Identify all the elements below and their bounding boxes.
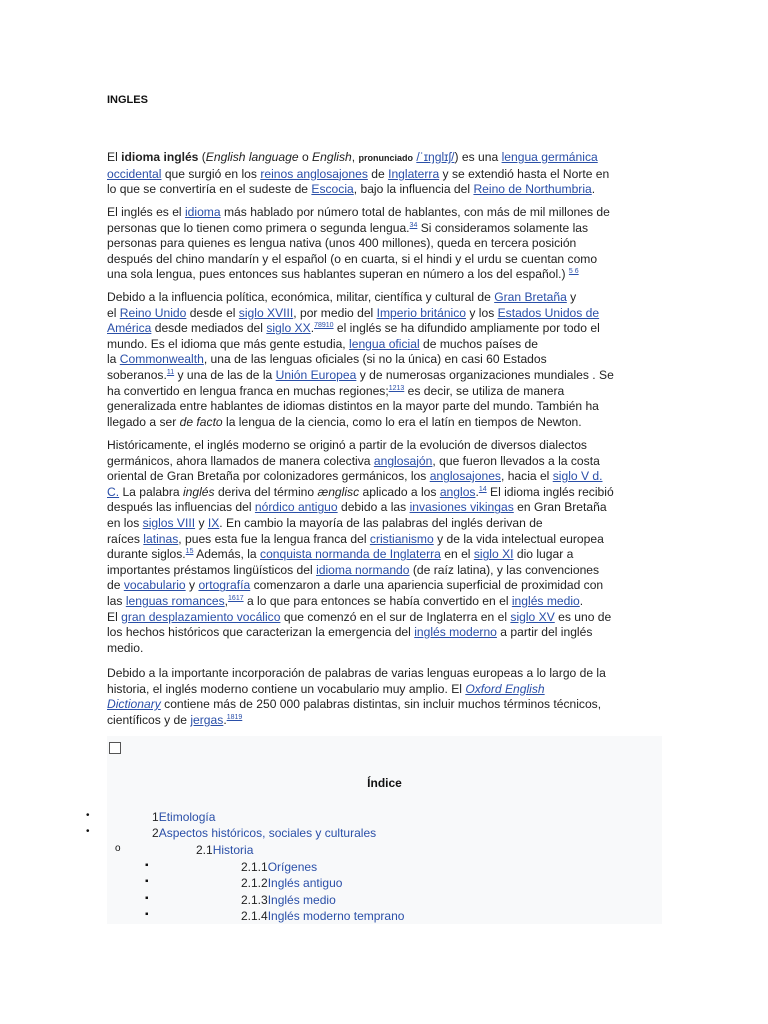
text-run: contiene más de 250 000 palabras distintas, sin incluir muchos términos técnicos,: [160, 697, 602, 712]
paragraph-vocabulary: [107, 666, 655, 728]
italic-term: English: [312, 150, 352, 164]
text-line: [107, 713, 655, 729]
italic-term: de facto: [179, 414, 223, 429]
toc-item[interactable]: [152, 826, 376, 840]
reference-superscript[interactable]: 1213: [388, 384, 405, 392]
text-run: de: [367, 166, 389, 181]
article-link[interactable]: América: [107, 321, 152, 336]
article-link[interactable]: gran desplazamiento vocálico: [121, 609, 281, 624]
article-link[interactable]: idioma normando: [316, 562, 410, 577]
text-run: después del chino mandarín y el español (o en cuarta, si el hindi y el urdu se cuentan como: [107, 251, 598, 266]
text-run: , pues esta fue la lengua franca del: [178, 531, 370, 546]
toc-item-label: Aspectos históricos, sociales y culturales: [158, 826, 377, 840]
text-run: a lo que para entonces se había convertido en el: [243, 593, 512, 608]
text-run: .: [223, 712, 227, 727]
toc-title: Índice: [367, 776, 402, 790]
text-line: [107, 399, 655, 415]
text-line: [107, 625, 655, 641]
article-link[interactable]: IX: [207, 515, 220, 530]
text-run: científicos y de: [107, 712, 191, 727]
text-line: [107, 415, 655, 431]
text-run: importantes préstamos lingüísticos del: [107, 562, 317, 577]
reference-superscript[interactable]: 78910: [314, 322, 334, 330]
text-run: y se extendió hasta el Norte en: [439, 166, 610, 181]
article-link[interactable]: Imperio británico: [376, 305, 467, 320]
article-link[interactable]: ortografía: [198, 578, 251, 593]
toc-bullet: ▪: [145, 860, 149, 871]
text-line: [107, 697, 655, 713]
article-link[interactable]: conquista normanda de Inglaterra: [260, 547, 441, 562]
text-line: [107, 578, 655, 594]
article-link[interactable]: Reino de Northumbria: [473, 182, 592, 197]
text-run: .: [591, 182, 596, 197]
toc-item[interactable]: [241, 893, 336, 907]
text-run: y: [195, 515, 208, 530]
text-run: después las influencias del: [107, 500, 255, 515]
text-run: Debido a la importante incorporación de palabras de varias lenguas europeas a lo largo de la: [107, 666, 606, 680]
text-run: y: [566, 290, 577, 304]
text-run: Si consideramos solamente las: [417, 220, 589, 235]
article-link[interactable]: Escocia: [311, 182, 354, 197]
text-run: los hechos históricos que caracterizan la emergencia del: [107, 625, 415, 640]
toc-item-number: 2.1: [196, 843, 213, 857]
text-run: ,: [351, 150, 359, 164]
text-line: [107, 641, 655, 657]
text-line: [107, 182, 655, 198]
text-run: durante siglos.: [107, 547, 186, 562]
toc-item-label: Historia: [212, 843, 254, 857]
reference-superscript[interactable]: 1819: [226, 713, 243, 721]
text-line: [107, 352, 655, 368]
text-run: (de raíz latina), y las convenciones: [409, 562, 600, 577]
paragraph-intro: [107, 150, 655, 198]
text-line: [107, 454, 655, 470]
toc-bullet: ▪: [145, 876, 149, 887]
text-run: lo que se convertiría en el sudeste de: [107, 182, 312, 197]
text-run: la lengua de la ciencia, como lo era el latín en tiempos de Newton.: [222, 414, 582, 429]
toc-item[interactable]: [241, 860, 317, 874]
text-line: [107, 150, 655, 167]
text-run: mundo. Es el idioma que más gente estudia,: [107, 336, 350, 351]
text-run: comenzaron a darle una apariencia superficial de proximidad con: [250, 578, 604, 593]
text-line: [107, 368, 655, 384]
text-line: [107, 485, 655, 501]
article-link[interactable]: anglosajones: [429, 469, 501, 484]
reference-superscript[interactable]: 34: [409, 221, 418, 229]
article-link[interactable]: siglo XX: [266, 321, 311, 336]
text-run: generalizada entre hablantes de idiomas distintos en la mayor parte del mundo. También ha: [107, 399, 599, 414]
text-run: más hablado por número total de hablantes, con más de mil millones de: [220, 205, 610, 219]
text-run: en el: [440, 547, 474, 562]
text-line: [107, 221, 655, 237]
text-run: La palabra: [119, 484, 183, 499]
text-run: El idioma inglés recibió: [486, 484, 614, 499]
text-run: Además, la: [193, 547, 261, 562]
text-line: [107, 563, 655, 579]
text-run: y de la vida intelectual europea: [433, 531, 604, 546]
reference-superscript[interactable]: 15: [185, 548, 194, 556]
text-line: [107, 666, 655, 682]
text-run: las: [107, 593, 126, 608]
text-line: [107, 516, 655, 532]
toc-item-label: Inglés moderno temprano: [267, 909, 405, 923]
toc-item-number: 1: [152, 810, 159, 824]
text-line: [107, 267, 655, 283]
text-line: [107, 469, 655, 485]
text-line: [107, 682, 655, 698]
toc-bullet: o: [115, 843, 121, 854]
bold-term: idioma inglés: [121, 150, 199, 164]
toc-bullet: •: [86, 810, 90, 821]
toc-item-label: Etimología: [158, 810, 216, 824]
text-run: o: [298, 150, 313, 164]
article-link[interactable]: latinas: [143, 531, 179, 546]
paragraph-influence: [107, 290, 655, 430]
pronunciation-label: pronunciado: [358, 153, 413, 163]
article-link[interactable]: jergas: [190, 712, 224, 727]
article-link[interactable]: Gran Bretaña: [494, 290, 567, 304]
toc-item-label: Orígenes: [267, 860, 318, 874]
text-run: El inglés es el: [107, 205, 185, 219]
text-run: es uno de: [554, 609, 612, 624]
text-run: que surgió en los: [161, 166, 261, 181]
toc-bullet: •: [86, 826, 90, 837]
text-run: Debido a la influencia política, económica, militar, científica y cultural de: [107, 290, 495, 304]
text-run: raíces: [107, 531, 144, 546]
article-link[interactable]: cristianismo: [369, 531, 434, 546]
toc-bullet: ▪: [145, 893, 149, 904]
toc-item[interactable]: [196, 843, 253, 857]
text-line: [107, 321, 655, 337]
text-line: [107, 610, 655, 626]
text-run: deriva del término: [214, 484, 318, 499]
text-line: [107, 532, 655, 548]
article-link[interactable]: siglo V d.: [552, 469, 603, 484]
text-run: personas que lo tienen como primera o segunda lengua.: [107, 220, 410, 235]
article-link[interactable]: siglos VIII: [142, 515, 196, 530]
text-run: y: [185, 578, 199, 593]
text-run: desde mediados del: [151, 321, 267, 336]
article-link[interactable]: Unión Europea: [275, 367, 357, 382]
article-link[interactable]: lengua oficial: [349, 336, 420, 351]
text-run: El: [107, 609, 122, 624]
text-run: aplicado a los: [359, 484, 440, 499]
reference-superscript[interactable]: 11: [166, 368, 175, 376]
toc-item-number: 2.1.2: [241, 876, 268, 890]
text-run: , una de las lenguas oficiales (si no la única) en casi 60 Estados: [203, 352, 547, 367]
reference-superscript[interactable]: 14: [478, 485, 487, 493]
text-run: una sola lengua, pues entonces sus hablantes superan en número a los del español.): [107, 267, 569, 282]
paragraph-speakers: [107, 205, 655, 283]
italic-term: ænglisc: [317, 484, 360, 499]
text-run: y de numerosas organizaciones mundiales . Se: [356, 367, 614, 382]
text-run: ,: [224, 593, 229, 608]
article-link[interactable]: anglosajón: [373, 453, 433, 468]
article-link[interactable]: inglés moderno: [414, 625, 497, 640]
toc-toggle-checkbox[interactable]: [109, 742, 121, 754]
text-line: [107, 236, 655, 252]
text-line: [107, 384, 655, 400]
article-link[interactable]: siglo XI: [473, 547, 514, 562]
text-line: [107, 438, 655, 454]
text-run: personas para quienes es lengua nativa (unos 400 millones), queda en tercera posición: [107, 236, 577, 251]
toc-item[interactable]: [241, 909, 404, 923]
toc-item-number: 2.1.3: [241, 893, 268, 907]
text-run: a partir del inglés: [496, 625, 593, 640]
text-run: oriental de Gran Bretaña por colonizadores germánicos, los: [107, 469, 430, 484]
article-link[interactable]: /ˈɪŋɡlɪʃ/: [416, 150, 455, 164]
article-link[interactable]: Oxford English: [465, 681, 545, 696]
article-link[interactable]: lenguas romances: [125, 593, 225, 608]
text-run: que comenzó en el sur de Inglaterra en el: [280, 609, 511, 624]
paragraph-history: [107, 438, 655, 656]
text-run: germánicos, ahora llamados de manera colectiva: [107, 453, 374, 468]
text-line: [107, 290, 655, 306]
text-run: y los: [466, 305, 498, 320]
article-link[interactable]: Inglaterra: [388, 166, 440, 181]
article-link[interactable]: occidental: [107, 166, 162, 181]
article-link[interactable]: reinos anglosajones: [260, 166, 368, 181]
toc-item-number: 2.1.1: [241, 860, 268, 874]
article-link[interactable]: lengua germánica: [501, 150, 598, 164]
text-run: de muchos países de: [419, 336, 538, 351]
text-run: .: [579, 593, 584, 608]
italic-term: inglés: [182, 484, 215, 499]
text-run: ) es una: [454, 150, 502, 164]
text-line: [107, 205, 655, 221]
article-link[interactable]: C.: [107, 484, 120, 499]
text-run: soberanos.: [107, 367, 167, 382]
text-line: [107, 337, 655, 353]
text-run: historia, el inglés moderno contiene un vocabulario muy amplio. El: [107, 681, 466, 696]
text-run: llegado a ser: [107, 414, 180, 429]
reference-superscript[interactable]: 1617: [228, 594, 244, 602]
text-run: , hacia el: [500, 469, 553, 484]
article-link[interactable]: idioma: [184, 205, 221, 219]
text-run: El: [107, 150, 122, 164]
text-line: [107, 252, 655, 268]
toc-item[interactable]: [241, 876, 342, 890]
text-run: , bajo la influencia del: [353, 182, 474, 197]
text-run: en los: [107, 515, 143, 530]
toc-item[interactable]: [152, 810, 215, 824]
text-run: ha convertido en lengua franca en muchas regiones;: [107, 383, 389, 398]
text-run: es decir, se utiliza de manera: [404, 383, 565, 398]
page-title: INGLES: [107, 94, 148, 106]
reference-superscript[interactable]: 5 6: [568, 268, 579, 276]
text-run: , por medio del: [293, 305, 377, 320]
article-link[interactable]: siglo XV: [510, 609, 555, 624]
text-line: [107, 306, 655, 322]
article-link[interactable]: Estados Unidos de: [497, 305, 600, 320]
text-line: [107, 594, 655, 610]
text-run: . En cambio la mayoría de las palabras del inglés derivan de: [219, 515, 543, 530]
text-run: el inglés se ha difundido ampliamente por todo el: [333, 321, 600, 336]
article-link[interactable]: Commonwealth: [119, 352, 204, 367]
text-run: .: [310, 321, 315, 336]
text-run: el: [107, 305, 120, 320]
toc-item-label: Inglés antiguo: [267, 876, 343, 890]
toc-item-label: Inglés medio: [267, 893, 336, 907]
article-link[interactable]: anglos: [439, 484, 476, 499]
text-run: .: [475, 484, 479, 499]
text-run: , que fueron llevados a la costa: [432, 453, 600, 468]
article-link[interactable]: Dictionary: [107, 697, 161, 712]
text-run: la: [107, 352, 120, 367]
toc-bullet: ▪: [145, 909, 149, 920]
italic-term: English language: [205, 150, 299, 164]
text-run: dio lugar a: [513, 547, 574, 562]
article-link[interactable]: siglo XVIII: [238, 305, 294, 320]
text-run: medio.: [107, 640, 144, 655]
text-run: desde el: [186, 305, 239, 320]
text-run: y una de las de la: [174, 367, 276, 382]
text-run: debido a las: [337, 500, 410, 515]
toc-item-number: 2.1.4: [241, 909, 268, 923]
text-run: de: [107, 578, 124, 593]
article-link[interactable]: vocabulario: [123, 578, 186, 593]
text-line: [107, 167, 655, 183]
article-link[interactable]: inglés medio: [511, 593, 580, 608]
text-run: en Gran Bretaña: [513, 500, 607, 515]
text-run: Históricamente, el inglés moderno se originó a partir de la evolución de diversos dialectos: [107, 438, 587, 452]
article-link[interactable]: invasiones vikingas: [409, 500, 514, 515]
article-link[interactable]: Reino Unido: [119, 305, 187, 320]
toc-item-number: 2: [152, 826, 159, 840]
article-link[interactable]: nórdico antiguo: [254, 500, 338, 515]
text-line: [107, 547, 655, 563]
text-line: [107, 500, 655, 516]
text-run: (: [198, 150, 206, 164]
